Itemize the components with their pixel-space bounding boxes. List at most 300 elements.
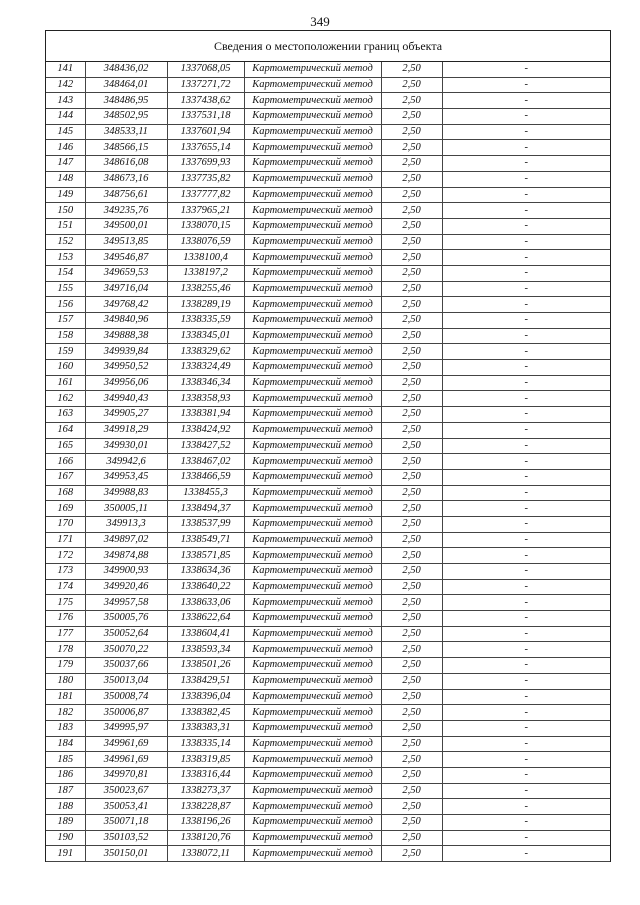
x-coordinate-cell: 348756,61 [85,187,167,203]
description-cell: - [442,297,610,313]
point-number-cell: 182 [46,705,85,721]
description-cell: - [442,501,610,517]
y-coordinate-cell: 1338273,37 [167,783,244,799]
y-coordinate-cell: 1337068,05 [167,62,244,77]
description-cell: - [442,234,610,250]
accuracy-cell: 2,50 [381,62,442,77]
description-cell: - [442,171,610,187]
method-cell: Картометрический метод [244,705,381,721]
description-cell: - [442,407,610,423]
accuracy-cell: 2,50 [381,438,442,454]
table-row [46,501,610,517]
table-row [46,187,610,203]
point-number-cell: 183 [46,720,85,736]
point-number-cell: 156 [46,297,85,313]
description-cell: - [442,767,610,783]
method-cell: Картометрический метод [244,438,381,454]
x-coordinate-cell: 348464,01 [85,77,167,93]
y-coordinate-cell: 1338196,26 [167,815,244,831]
method-cell: Картометрический метод [244,799,381,815]
point-number-cell: 191 [46,846,85,862]
description-cell: - [442,783,610,799]
description-cell: - [442,736,610,752]
method-cell: Картометрический метод [244,375,381,391]
y-coordinate-cell: 1338076,59 [167,234,244,250]
y-coordinate-cell: 1338466,59 [167,469,244,485]
accuracy-cell: 2,50 [381,171,442,187]
method-cell: Картометрический метод [244,611,381,627]
point-number-cell: 165 [46,438,85,454]
x-coordinate-cell: 349235,76 [85,203,167,219]
description-cell: - [442,595,610,611]
accuracy-cell: 2,50 [381,516,442,532]
table-row [46,140,610,156]
point-number-cell: 178 [46,642,85,658]
table-row [46,642,610,658]
table-row [46,454,610,470]
y-coordinate-cell: 1338381,94 [167,407,244,423]
table-row [46,783,610,799]
point-number-cell: 170 [46,516,85,532]
table-row [46,564,610,580]
coordinates-table-body [46,62,610,862]
method-cell: Картометрический метод [244,203,381,219]
description-cell: - [442,140,610,156]
x-coordinate-cell: 349500,01 [85,218,167,234]
method-cell: Картометрический метод [244,297,381,313]
y-coordinate-cell: 1337699,93 [167,156,244,172]
description-cell: - [442,250,610,266]
method-cell: Картометрический метод [244,344,381,360]
description-cell: - [442,124,610,140]
point-number-cell: 168 [46,485,85,501]
method-cell: Картометрический метод [244,407,381,423]
table-row [46,626,610,642]
description-cell: - [442,516,610,532]
table-row [46,360,610,376]
table-row [46,595,610,611]
description-cell: - [442,658,610,674]
x-coordinate-cell: 349659,53 [85,265,167,281]
description-cell: - [442,265,610,281]
y-coordinate-cell: 1338634,36 [167,564,244,580]
accuracy-cell: 2,50 [381,422,442,438]
x-coordinate-cell: 349942,6 [85,454,167,470]
y-coordinate-cell: 1338604,41 [167,626,244,642]
table-row [46,109,610,125]
x-coordinate-cell: 350037,66 [85,658,167,674]
description-cell: - [442,752,610,768]
description-cell: - [442,469,610,485]
description-cell: - [442,830,610,846]
method-cell: Картометрический метод [244,360,381,376]
x-coordinate-cell: 349957,58 [85,595,167,611]
description-cell: - [442,156,610,172]
description-cell: - [442,485,610,501]
accuracy-cell: 2,50 [381,313,442,329]
description-cell: - [442,564,610,580]
method-cell: Картометрический метод [244,328,381,344]
accuracy-cell: 2,50 [381,501,442,517]
accuracy-cell: 2,50 [381,360,442,376]
table-row [46,344,610,360]
table-row [46,485,610,501]
point-number-cell: 177 [46,626,85,642]
table-row [46,799,610,815]
x-coordinate-cell: 348486,95 [85,93,167,109]
description-cell: - [442,689,610,705]
y-coordinate-cell: 1338467,02 [167,454,244,470]
y-coordinate-cell: 1338383,31 [167,720,244,736]
table-row [46,391,610,407]
description-cell: - [442,109,610,125]
point-number-cell: 174 [46,579,85,595]
x-coordinate-cell: 349905,27 [85,407,167,423]
table-row [46,767,610,783]
x-coordinate-cell: 349897,02 [85,532,167,548]
accuracy-cell: 2,50 [381,454,442,470]
x-coordinate-cell: 350023,67 [85,783,167,799]
accuracy-cell: 2,50 [381,705,442,721]
point-number-cell: 188 [46,799,85,815]
table-row [46,752,610,768]
point-number-cell: 180 [46,673,85,689]
y-coordinate-cell: 1337271,72 [167,77,244,93]
description-cell: - [442,454,610,470]
x-coordinate-cell: 350070,22 [85,642,167,658]
x-coordinate-cell: 349918,29 [85,422,167,438]
y-coordinate-cell: 1338633,06 [167,595,244,611]
accuracy-cell: 2,50 [381,344,442,360]
accuracy-cell: 2,50 [381,375,442,391]
point-number-cell: 171 [46,532,85,548]
x-coordinate-cell: 350150,01 [85,846,167,862]
y-coordinate-cell: 1337531,18 [167,109,244,125]
method-cell: Картометрический метод [244,532,381,548]
point-number-cell: 186 [46,767,85,783]
method-cell: Картометрический метод [244,218,381,234]
accuracy-cell: 2,50 [381,485,442,501]
accuracy-cell: 2,50 [381,815,442,831]
table-row [46,328,610,344]
point-number-cell: 163 [46,407,85,423]
y-coordinate-cell: 1338537,99 [167,516,244,532]
y-coordinate-cell: 1338319,85 [167,752,244,768]
method-cell: Картометрический метод [244,579,381,595]
accuracy-cell: 2,50 [381,564,442,580]
y-coordinate-cell: 1338255,46 [167,281,244,297]
method-cell: Картометрический метод [244,187,381,203]
x-coordinate-cell: 349930,01 [85,438,167,454]
point-number-cell: 153 [46,250,85,266]
accuracy-cell: 2,50 [381,93,442,109]
accuracy-cell: 2,50 [381,156,442,172]
x-coordinate-cell: 349950,52 [85,360,167,376]
point-number-cell: 155 [46,281,85,297]
description-cell: - [442,611,610,627]
accuracy-cell: 2,50 [381,611,442,627]
y-coordinate-cell: 1338640,22 [167,579,244,595]
method-cell: Картометрический метод [244,313,381,329]
accuracy-cell: 2,50 [381,250,442,266]
point-number-cell: 175 [46,595,85,611]
accuracy-cell: 2,50 [381,203,442,219]
x-coordinate-cell: 349716,04 [85,281,167,297]
x-coordinate-cell: 349953,45 [85,469,167,485]
method-cell: Картометрический метод [244,548,381,564]
point-number-cell: 154 [46,265,85,281]
method-cell: Картометрический метод [244,846,381,862]
description-cell: - [442,62,610,77]
method-cell: Картометрический метод [244,77,381,93]
method-cell: Картометрический метод [244,689,381,705]
accuracy-cell: 2,50 [381,407,442,423]
y-coordinate-cell: 1338501,26 [167,658,244,674]
x-coordinate-cell: 349970,81 [85,767,167,783]
table-row [46,689,610,705]
y-coordinate-cell: 1338335,14 [167,736,244,752]
x-coordinate-cell: 349913,3 [85,516,167,532]
point-number-cell: 144 [46,109,85,125]
description-cell: - [442,281,610,297]
method-cell: Картометрический метод [244,234,381,250]
point-number-cell: 189 [46,815,85,831]
accuracy-cell: 2,50 [381,579,442,595]
x-coordinate-cell: 348502,95 [85,109,167,125]
method-cell: Картометрический метод [244,673,381,689]
table-row [46,422,610,438]
point-number-cell: 145 [46,124,85,140]
y-coordinate-cell: 1338382,45 [167,705,244,721]
point-number-cell: 187 [46,783,85,799]
accuracy-cell: 2,50 [381,673,442,689]
x-coordinate-cell: 348436,02 [85,62,167,77]
y-coordinate-cell: 1338622,64 [167,611,244,627]
method-cell: Картометрический метод [244,93,381,109]
method-cell: Картометрический метод [244,156,381,172]
method-cell: Картометрический метод [244,250,381,266]
y-coordinate-cell: 1338345,01 [167,328,244,344]
x-coordinate-cell: 348673,16 [85,171,167,187]
method-cell: Картометрический метод [244,736,381,752]
accuracy-cell: 2,50 [381,642,442,658]
point-number-cell: 176 [46,611,85,627]
description-cell: - [442,846,610,862]
point-number-cell: 166 [46,454,85,470]
point-number-cell: 181 [46,689,85,705]
table-row [46,736,610,752]
method-cell: Картометрический метод [244,454,381,470]
y-coordinate-cell: 1338424,92 [167,422,244,438]
description-cell: - [442,720,610,736]
description-cell: - [442,815,610,831]
x-coordinate-cell: 348533,11 [85,124,167,140]
point-number-cell: 151 [46,218,85,234]
x-coordinate-cell: 350006,87 [85,705,167,721]
point-number-cell: 164 [46,422,85,438]
accuracy-cell: 2,50 [381,846,442,862]
table-row [46,124,610,140]
accuracy-cell: 2,50 [381,281,442,297]
table-row [46,218,610,234]
point-number-cell: 147 [46,156,85,172]
point-number-cell: 157 [46,313,85,329]
accuracy-cell: 2,50 [381,830,442,846]
y-coordinate-cell: 1338429,51 [167,673,244,689]
page-number: 349 [310,14,330,29]
method-cell: Картометрический метод [244,815,381,831]
point-number-cell: 146 [46,140,85,156]
point-number-cell: 185 [46,752,85,768]
x-coordinate-cell: 349939,84 [85,344,167,360]
y-coordinate-cell: 1338197,2 [167,265,244,281]
table-row [46,62,610,77]
table-row [46,673,610,689]
y-coordinate-cell: 1337735,82 [167,171,244,187]
method-cell: Картометрический метод [244,767,381,783]
y-coordinate-cell: 1338228,87 [167,799,244,815]
x-coordinate-cell: 349768,42 [85,297,167,313]
accuracy-cell: 2,50 [381,109,442,125]
coordinates-table [46,62,610,862]
method-cell: Картометрический метод [244,564,381,580]
accuracy-cell: 2,50 [381,767,442,783]
accuracy-cell: 2,50 [381,548,442,564]
method-cell: Картометрический метод [244,642,381,658]
y-coordinate-cell: 1338070,15 [167,218,244,234]
accuracy-cell: 2,50 [381,799,442,815]
accuracy-cell: 2,50 [381,720,442,736]
description-cell: - [442,344,610,360]
method-cell: Картометрический метод [244,140,381,156]
x-coordinate-cell: 350052,64 [85,626,167,642]
table-row [46,658,610,674]
x-coordinate-cell: 348566,15 [85,140,167,156]
x-coordinate-cell: 349546,87 [85,250,167,266]
y-coordinate-cell: 1337777,82 [167,187,244,203]
point-number-cell: 149 [46,187,85,203]
x-coordinate-cell: 349956,06 [85,375,167,391]
y-coordinate-cell: 1337438,62 [167,93,244,109]
description-cell: - [442,375,610,391]
method-cell: Картометрический метод [244,626,381,642]
method-cell: Картометрический метод [244,109,381,125]
x-coordinate-cell: 349995,97 [85,720,167,736]
y-coordinate-cell: 1338593,34 [167,642,244,658]
method-cell: Картометрический метод [244,720,381,736]
x-coordinate-cell: 350013,04 [85,673,167,689]
table-row [46,171,610,187]
point-number-cell: 167 [46,469,85,485]
table-row [46,846,610,862]
y-coordinate-cell: 1338571,85 [167,548,244,564]
x-coordinate-cell: 349961,69 [85,736,167,752]
table-row [46,532,610,548]
x-coordinate-cell: 349840,96 [85,313,167,329]
description-cell: - [442,579,610,595]
y-coordinate-cell: 1338335,59 [167,313,244,329]
point-number-cell: 161 [46,375,85,391]
y-coordinate-cell: 1338324,49 [167,360,244,376]
y-coordinate-cell: 1338549,71 [167,532,244,548]
description-cell: - [442,187,610,203]
method-cell: Картометрический метод [244,391,381,407]
table-row [46,297,610,313]
description-cell: - [442,626,610,642]
method-cell: Картометрический метод [244,516,381,532]
y-coordinate-cell: 1337965,21 [167,203,244,219]
table-row [46,250,610,266]
accuracy-cell: 2,50 [381,595,442,611]
x-coordinate-cell: 349988,83 [85,485,167,501]
description-cell: - [442,422,610,438]
y-coordinate-cell: 1337601,94 [167,124,244,140]
accuracy-cell: 2,50 [381,218,442,234]
point-number-cell: 159 [46,344,85,360]
table-row [46,516,610,532]
accuracy-cell: 2,50 [381,658,442,674]
x-coordinate-cell: 350005,76 [85,611,167,627]
point-number-cell: 172 [46,548,85,564]
x-coordinate-cell: 350053,41 [85,799,167,815]
description-cell: - [442,548,610,564]
table-row [46,234,610,250]
point-number-cell: 142 [46,77,85,93]
accuracy-cell: 2,50 [381,626,442,642]
method-cell: Картометрический метод [244,422,381,438]
accuracy-cell: 2,50 [381,77,442,93]
description-cell: - [442,673,610,689]
y-coordinate-cell: 1338455,3 [167,485,244,501]
description-cell: - [442,532,610,548]
accuracy-cell: 2,50 [381,265,442,281]
x-coordinate-cell: 349920,46 [85,579,167,595]
x-coordinate-cell: 349961,69 [85,752,167,768]
table-row [46,830,610,846]
boundary-table-frame [45,30,611,862]
table-row [46,203,610,219]
method-cell: Картометрический метод [244,830,381,846]
accuracy-cell: 2,50 [381,689,442,705]
table-row [46,720,610,736]
description-cell: - [442,93,610,109]
y-coordinate-cell: 1338120,76 [167,830,244,846]
x-coordinate-cell: 350071,18 [85,815,167,831]
description-cell: - [442,328,610,344]
accuracy-cell: 2,50 [381,532,442,548]
accuracy-cell: 2,50 [381,187,442,203]
point-number-cell: 148 [46,171,85,187]
table-row [46,407,610,423]
description-cell: - [442,705,610,721]
table-row [46,705,610,721]
table-row [46,77,610,93]
table-row [46,815,610,831]
point-number-cell: 141 [46,62,85,77]
y-coordinate-cell: 1338329,62 [167,344,244,360]
point-number-cell: 158 [46,328,85,344]
point-number-cell: 162 [46,391,85,407]
description-cell: - [442,77,610,93]
description-cell: - [442,360,610,376]
point-number-cell: 143 [46,93,85,109]
point-number-cell: 169 [46,501,85,517]
y-coordinate-cell: 1338346,34 [167,375,244,391]
table-row [46,313,610,329]
y-coordinate-cell: 1338072,11 [167,846,244,862]
point-number-cell: 179 [46,658,85,674]
accuracy-cell: 2,50 [381,469,442,485]
